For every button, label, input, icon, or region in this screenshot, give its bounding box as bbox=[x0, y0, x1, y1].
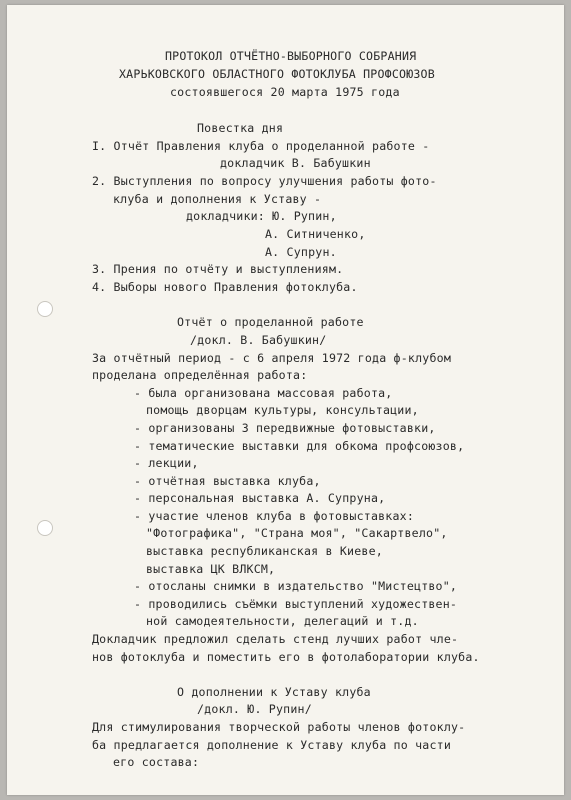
agenda-title: Повестка дня bbox=[197, 121, 284, 135]
header-line-1: ПРОТОКОЛ ОТЧЁТНО-ВЫБОРНОГО СОБРАНИЯ bbox=[165, 49, 417, 63]
punch-hole bbox=[37, 520, 53, 536]
report-title: Отчёт о проделанной работе bbox=[177, 315, 364, 329]
report-line: - лекции, bbox=[134, 456, 199, 470]
charter-line: Для стимулирования творческой работы членов фотоклу- bbox=[92, 720, 466, 734]
report-line: помощь дворцам культуры, консультации, bbox=[146, 403, 419, 417]
report-line: - участие членов клуба в фотовыставках: bbox=[134, 509, 415, 523]
agenda-line: I. Отчёт Правления клуба о проделанной работе - bbox=[92, 139, 430, 153]
report-line: - проводились съёмки выступлений художествен- bbox=[134, 597, 458, 611]
document-page bbox=[7, 5, 564, 795]
charter-line: его состава: bbox=[113, 755, 200, 769]
agenda-line: 3. Прения по отчёту и выступлениям. bbox=[92, 262, 344, 276]
report-line: Докладчик предложил сделать стенд лучших работ чле- bbox=[92, 632, 459, 646]
report-line: выставка ЦК ВЛКСМ, bbox=[146, 562, 276, 576]
header-line-3: состоявшегося 20 марта 1975 года bbox=[170, 85, 400, 99]
agenda-line: А. Супрун. bbox=[265, 245, 337, 259]
report-line: проделана определённая работа: bbox=[92, 368, 308, 382]
agenda-line: докладчики: Ю. Рупин, bbox=[186, 209, 337, 223]
agenda-line: докладчик В. Бабушкин bbox=[220, 156, 371, 170]
report-line: - была организована массовая работа, bbox=[134, 386, 393, 400]
charter-line: ба предлагается дополнение к Уставу клуба по части bbox=[92, 738, 452, 752]
report-line: ной самодеятельности, делегаций и т.д. bbox=[146, 614, 419, 628]
report-speaker: /докл. В. Бабушкин/ bbox=[190, 333, 327, 347]
report-line: За отчётный период - с 6 апреля 1972 года ф-клубом bbox=[92, 351, 452, 365]
agenda-line: 2. Выступления по вопросу улучшения работы фото- bbox=[92, 174, 437, 188]
report-line: "Фотографика", "Страна моя", "Сакартвело", bbox=[146, 526, 448, 540]
report-line: выставка республиканская в Киеве, bbox=[146, 544, 383, 558]
agenda-line: А. Ситниченко, bbox=[265, 227, 366, 241]
agenda-line: 4. Выборы нового Правления фотоклуба. bbox=[92, 280, 358, 294]
charter-title: О дополнении к Уставу клуба bbox=[177, 685, 371, 699]
agenda-line: клуба и дополнения к Уставу - bbox=[113, 192, 322, 206]
report-line: - организованы 3 передвижные фотовыставки, bbox=[134, 421, 436, 435]
report-line: нов фотоклуба и поместить его в фотолаборатории клуба. bbox=[92, 650, 480, 664]
report-line: - персональная выставка А. Супруна, bbox=[134, 491, 386, 505]
report-line: - отосланы снимки в издательство "Мистецтво", bbox=[134, 579, 458, 593]
charter-speaker: /докл. Ю. Рупин/ bbox=[197, 702, 312, 716]
report-line: - тематические выставки для обкома профсоюзов, bbox=[134, 439, 465, 453]
header-line-2: ХАРЬКОВСКОГО ОБЛАСТНОГО ФОТОКЛУБА ПРОФСОЮЗОВ bbox=[119, 67, 435, 81]
punch-hole bbox=[37, 301, 53, 317]
report-line: - отчётная выставка клуба, bbox=[134, 474, 321, 488]
